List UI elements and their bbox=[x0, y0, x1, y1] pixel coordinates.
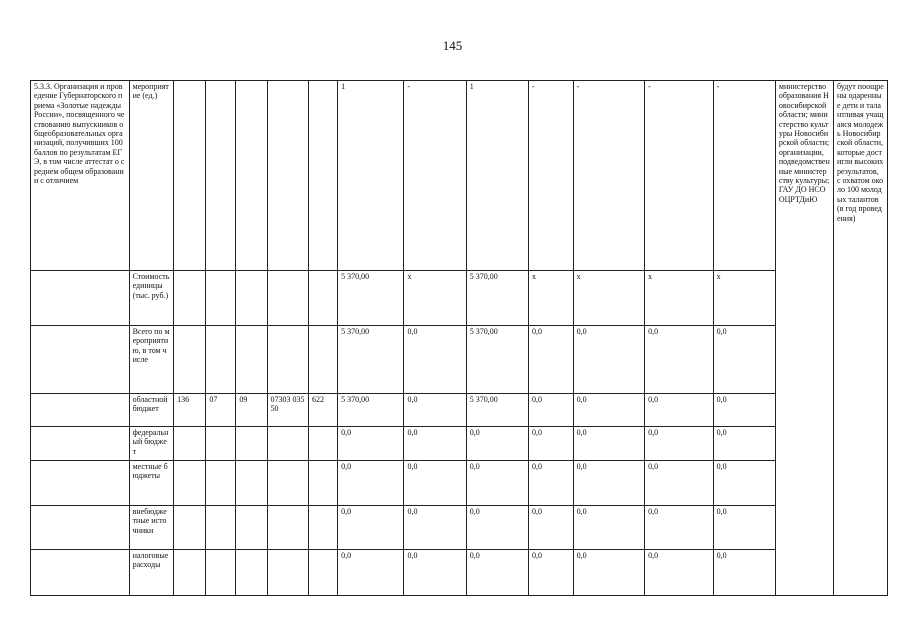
grbs-cell bbox=[174, 427, 206, 461]
rz-cell bbox=[206, 427, 236, 461]
rz-cell bbox=[206, 271, 236, 326]
year-5-cell: x bbox=[645, 271, 713, 326]
vr-cell bbox=[309, 506, 338, 550]
year-3-cell: 0,0 bbox=[528, 461, 573, 506]
year-2-cell: 5 370,00 bbox=[466, 394, 528, 427]
year-4-cell: 0,0 bbox=[573, 326, 645, 394]
grbs-cell bbox=[174, 550, 206, 596]
table-row bbox=[31, 427, 888, 461]
total-cell: 1 bbox=[338, 81, 404, 271]
total-cell: 5 370,00 bbox=[338, 326, 404, 394]
rz-cell bbox=[206, 326, 236, 394]
csr-cell bbox=[267, 427, 309, 461]
total-cell: 5 370,00 bbox=[338, 394, 404, 427]
csr-cell bbox=[267, 550, 309, 596]
table-row bbox=[31, 550, 888, 596]
year-6-cell: 0,0 bbox=[713, 394, 775, 427]
indicator-label-cell: Стоимость единицы (тыс. руб.) bbox=[129, 271, 174, 326]
year-1-cell: 0,0 bbox=[404, 326, 466, 394]
year-1-cell: 0,0 bbox=[404, 550, 466, 596]
csr-cell bbox=[267, 326, 309, 394]
measure-name-cell: 5.3.3. Организация и проведение Губернаторского приема «Золотые надежды России», посвященного чествованию выпускников общеобразовательных организаций, получивших 100 баллов по результатам ЕГЭ, в том числе аттестат о среднем общем образовании с отличием bbox=[31, 81, 130, 271]
indicator-label-cell: мероприятие (ед.) bbox=[129, 81, 174, 271]
indicator-label-cell: местные бюджеты bbox=[129, 461, 174, 506]
year-1-cell: 0,0 bbox=[404, 461, 466, 506]
year-6-cell: x bbox=[713, 271, 775, 326]
year-4-cell: 0,0 bbox=[573, 506, 645, 550]
program-measures-table bbox=[30, 80, 888, 596]
pr-cell bbox=[236, 461, 267, 506]
total-cell: 0,0 bbox=[338, 427, 404, 461]
vr-cell bbox=[309, 550, 338, 596]
vr-cell bbox=[309, 271, 338, 326]
measure-name-cell-empty bbox=[31, 271, 130, 326]
table-row bbox=[31, 326, 888, 394]
measure-name-cell-empty bbox=[31, 326, 130, 394]
indicator-label-cell: областной бюджет bbox=[129, 394, 174, 427]
year-2-cell: 0,0 bbox=[466, 427, 528, 461]
table-row bbox=[31, 394, 888, 427]
table-row bbox=[31, 461, 888, 506]
measure-name-cell-empty bbox=[31, 394, 130, 427]
rz-cell: 07 bbox=[206, 394, 236, 427]
year-3-cell: 0,0 bbox=[528, 427, 573, 461]
table-row bbox=[31, 81, 888, 271]
rz-cell bbox=[206, 550, 236, 596]
csr-cell bbox=[267, 461, 309, 506]
csr-cell bbox=[267, 271, 309, 326]
executors-cell: министерство образования Новосибирской области; министерство культуры Новосибирской области; организации, подведомственные министерству культуры; ГАУ ДО НСО ОЦРТДиЮ bbox=[775, 81, 833, 596]
year-1-cell: 0,0 bbox=[404, 506, 466, 550]
indicator-label-cell: налоговые расходы bbox=[129, 550, 174, 596]
grbs-cell bbox=[174, 506, 206, 550]
year-3-cell: x bbox=[528, 271, 573, 326]
year-2-cell: 5 370,00 bbox=[466, 271, 528, 326]
year-2-cell: 5 370,00 bbox=[466, 326, 528, 394]
year-5-cell: 0,0 bbox=[645, 461, 713, 506]
year-2-cell: 0,0 bbox=[466, 461, 528, 506]
year-6-cell: 0,0 bbox=[713, 550, 775, 596]
vr-cell bbox=[309, 427, 338, 461]
pr-cell: 09 bbox=[236, 394, 267, 427]
grbs-cell: 136 bbox=[174, 394, 206, 427]
grbs-cell bbox=[174, 271, 206, 326]
year-6-cell: - bbox=[713, 81, 775, 271]
year-5-cell: 0,0 bbox=[645, 550, 713, 596]
pr-cell bbox=[236, 427, 267, 461]
year-4-cell: 0,0 bbox=[573, 550, 645, 596]
year-6-cell: 0,0 bbox=[713, 427, 775, 461]
year-1-cell: - bbox=[404, 81, 466, 271]
total-cell: 0,0 bbox=[338, 506, 404, 550]
year-3-cell: 0,0 bbox=[528, 394, 573, 427]
year-4-cell: x bbox=[573, 271, 645, 326]
rz-cell bbox=[206, 81, 236, 271]
year-1-cell: 0,0 bbox=[404, 427, 466, 461]
year-4-cell: 0,0 bbox=[573, 461, 645, 506]
year-5-cell: - bbox=[645, 81, 713, 271]
year-1-cell: x bbox=[404, 271, 466, 326]
year-5-cell: 0,0 bbox=[645, 394, 713, 427]
indicator-label-cell: Всего по мероприятию, в том числе bbox=[129, 326, 174, 394]
page-number: 145 bbox=[442, 38, 463, 53]
vr-cell bbox=[309, 81, 338, 271]
year-4-cell: 0,0 bbox=[573, 394, 645, 427]
table-row bbox=[31, 271, 888, 326]
measure-name-cell-empty bbox=[31, 461, 130, 506]
grbs-cell bbox=[174, 461, 206, 506]
year-3-cell: 0,0 bbox=[528, 550, 573, 596]
year-6-cell: 0,0 bbox=[713, 326, 775, 394]
measure-name-cell-empty bbox=[31, 506, 130, 550]
indicator-label-cell: внебюджетные источники bbox=[129, 506, 174, 550]
table-row bbox=[31, 506, 888, 550]
year-2-cell: 1 bbox=[466, 81, 528, 271]
total-cell: 0,0 bbox=[338, 461, 404, 506]
vr-cell bbox=[309, 326, 338, 394]
rz-cell bbox=[206, 461, 236, 506]
year-4-cell: - bbox=[573, 81, 645, 271]
vr-cell: 622 bbox=[309, 394, 338, 427]
year-2-cell: 0,0 bbox=[466, 506, 528, 550]
year-1-cell: 0,0 bbox=[404, 394, 466, 427]
year-6-cell: 0,0 bbox=[713, 506, 775, 550]
year-4-cell: 0,0 bbox=[573, 427, 645, 461]
pr-cell bbox=[236, 271, 267, 326]
pr-cell bbox=[236, 550, 267, 596]
grbs-cell bbox=[174, 326, 206, 394]
measure-name-cell-empty bbox=[31, 427, 130, 461]
year-2-cell: 0,0 bbox=[466, 550, 528, 596]
pr-cell bbox=[236, 326, 267, 394]
year-5-cell: 0,0 bbox=[645, 427, 713, 461]
csr-cell bbox=[267, 506, 309, 550]
year-6-cell: 0,0 bbox=[713, 461, 775, 506]
year-5-cell: 0,0 bbox=[645, 326, 713, 394]
indicator-label-cell: федеральный бюджет bbox=[129, 427, 174, 461]
measure-name-cell-empty bbox=[31, 550, 130, 596]
pr-cell bbox=[236, 506, 267, 550]
rz-cell bbox=[206, 506, 236, 550]
year-5-cell: 0,0 bbox=[645, 506, 713, 550]
total-cell: 0,0 bbox=[338, 550, 404, 596]
csr-cell: 07303 03550 bbox=[267, 394, 309, 427]
year-3-cell: 0,0 bbox=[528, 506, 573, 550]
pr-cell bbox=[236, 81, 267, 271]
year-3-cell: 0,0 bbox=[528, 326, 573, 394]
total-cell: 5 370,00 bbox=[338, 271, 404, 326]
year-3-cell: - bbox=[528, 81, 573, 271]
vr-cell bbox=[309, 461, 338, 506]
grbs-cell bbox=[174, 81, 206, 271]
expected-result-cell: будут поощрены одаренные дети и талантливая учащаяся молодежь Новосибирской области, которые достигли высоких результатов, с охватом около 100 молодых талантов (в год проведения) bbox=[833, 81, 887, 596]
csr-cell bbox=[267, 81, 309, 271]
